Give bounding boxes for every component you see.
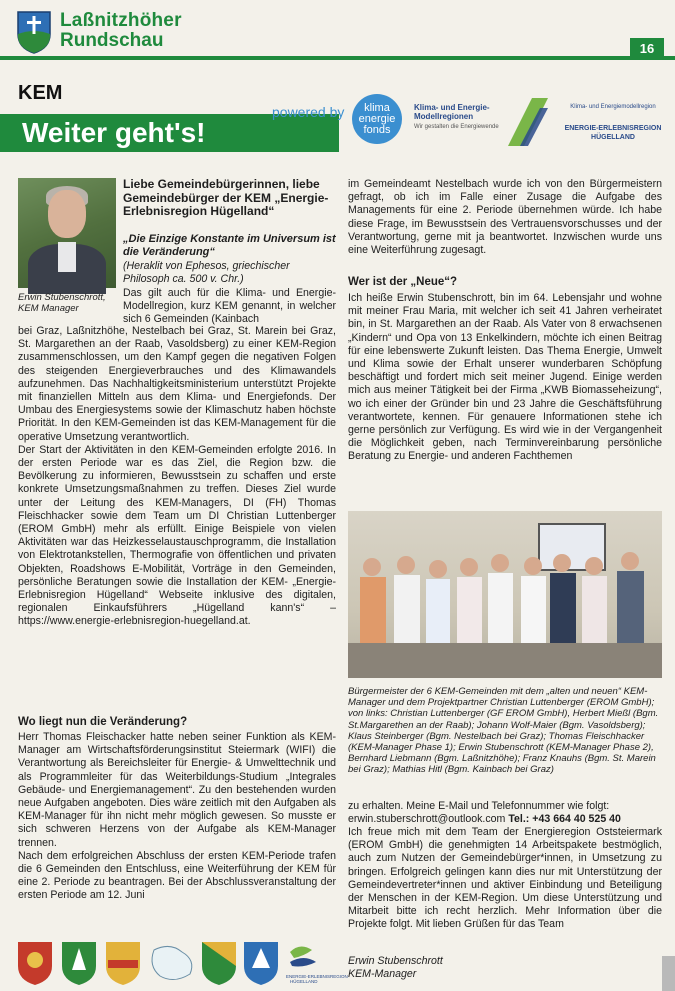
- paragraph: Nach dem erfolgreichen Abschluss der ersten KEM-Periode trafen die 6 Gemeinden den Entschluss, eine Weiterführung der KEM für eine 2. Periode zu beantragen. Bei der Abschlussveranstaltung der ersten Periode am 12. Juni: [18, 849, 336, 902]
- crest-vasoldsberg-icon: [244, 942, 278, 985]
- scrollbar-thumb[interactable]: [662, 956, 675, 991]
- greeting: Liebe Gemeindebürgerinnen, liebe Gemeindebürger der KEM „Energie-Erlebnisregion Hügelland“: [123, 177, 329, 218]
- column2-text-a: im Gemeindeamt Nestelbach wurde ich von den Bürgermeistern gefragt, ob ich im Falle einer Zusage die Aufgabe des Managements für eine 2. Periode übernehmen würde. Ich habe diese Frage, im Bewusstsein des Vertrauensvorschusses und der Verantwortung, gerne mit ja beantwortet. Inzwischen wurde uns eine Weiterführung zugesagt.: [348, 178, 662, 257]
- kf-line1: klima: [364, 102, 390, 114]
- article-title: Weiter geht's!: [22, 117, 206, 148]
- group-photo: [348, 511, 662, 678]
- eeh-logo-title: [558, 124, 668, 142]
- eeh-small-text2: HÜGELLAND: [290, 979, 318, 984]
- signature-role: KEM-Manager: [348, 968, 417, 980]
- kem-stripe-logo-icon: [508, 98, 548, 146]
- column1-text-a: [18, 325, 336, 629]
- group-photo-caption: Bürgermeister der 6 KEM-Gemeinden mit dem „alten und neuen“ KEM-Manager und dem Projektpartner Christian Luttenberger (EROM GmbH); von links: Christian Luttenberger (GF EROM GmbH), Herbert Mießl (Bgm. St.Margarethen an der Raab); Johann Wolf-Maier (Bgm. Vasoldsberg); Klaus Steinberger (Bgm. Nestelbach bei Graz); Thomas Fleischhacker (KEM-Manager Phase 1); Erwin Stubenschrott (KEM-Manager Phase 2), Bernhard Liebmann (Bgm. Laßnitzhöhe); Franz Knauhs (Bgm. St. Marein bei Graz); Mathias Hitl (Bgm. Kainbach bei Graz): [348, 686, 659, 776]
- paragraph: bei Graz, Laßnitzhöhe, Nestelbach bei Graz, St. Marein bei Graz, St. Margarethen an der Raab, Vasoldsberg) zu einer KEM-Region zusammenschlossen, um den Kampf gegen die negativen Folgen des steigenden Energieverbrauches und des Klimawandels aufzunehmen. Das Nachhaltigkeitsministerium unterstützt Projekte mit finanziellen Mitteln aus dem Klima- und Energiefonds. Der Umbau des Energiesystems sowie der Klimaschutz haben höchste Priorität. In den KEM-Gemeinden ist das KEM-Management für die operative Umsetzung verantwortlich.: [18, 325, 336, 443]
- column1-text-b: [18, 731, 336, 903]
- eeh-small-logo-icon: [290, 946, 316, 966]
- crest-kainbach-icon: [18, 942, 52, 985]
- quote-source: (Heraklit von Ephesos, griechischer Philosoph ca. 500 v. Chr.): [123, 260, 290, 286]
- page-number: 16: [630, 38, 664, 60]
- klima-energie-fonds-logo: [352, 94, 402, 144]
- kem-logo-line1: Klima- und Energie-: [414, 103, 490, 112]
- powered-by-label: powered by: [272, 104, 345, 120]
- contact-email[interactable]: erwin.stuberschrott@outlook.com: [348, 813, 506, 825]
- kem-logo-line2: Modellregionen: [414, 112, 474, 121]
- column2-text-b: Ich heiße Erwin Stubenschrott, bin im 64. Lebensjahr und wohne mit meiner Frau Maria, mit welcher ich seit 41 Jahren verheiratet bin, in St. Margarethen an der Raab. Als Vater von 8 erwachsenen „Kindern“ und Opa von 13 Enkelkindern, möchte ich einen Beitrag für eine lebenswerte Zukunft leisten. Das Thema Energie, Umwelt und Klima sowie der Erhalt unserer wunderbaren Schöpfung beschäftigt und fordert mich seit meiner Jugend. Einige werden mich aus meiner Tätigkeit bei der Firma „KWB Biomasseheizung“, wo ich einer der Gründer bin und 23 Jahre die Geschäftsführung verantwortete, kennen. Für genauere Informationen stehe ich gerne persönlich zur Verfügung. Es wird wie in der Vergangenheit die Möglichkeit geben, nach Terminvereinbarung persönliche Beratung zu Energie- und anderen Fachthemen: [348, 292, 662, 463]
- crest-st-marein-icon: [202, 942, 236, 985]
- section-label: KEM: [18, 82, 63, 104]
- signature-name: Erwin Stubenschrott: [348, 955, 443, 967]
- crest-lassnitzhoehe-icon: [62, 942, 96, 985]
- paragraph: Der Start der Aktivitäten in den KEM-Gemeinden erfolgte 2016. In der ersten Periode war es das Ziel, die Region bzw. die Bevölkerung zu informieren, Bewusstsein zu schaffen und erste konkrete Umsetzungsmaßnahmen zu treffen. Dieses Ziel wurde unter der Leitung des KEM-Managers, DI (FH) Thomas Fleischhacker sowie dem Team um DI Christian Luttenberger (EROM GmbH) mehr als erfüllt. Einige Beispiele von vielen Aktivitäten war das Heizkesselaustauschprogramm, die Installation von Elektrotankstellen, Thermografie von öffentlichen und privaten Objekten, Roadshows E-Mobilität, Vorträge in den Gemeinden, persönliche Beratungen sowie die Installation der KEM- „Energie-Erlebnisregion Hügelland“ Webseite inklusive des digitalen, regionalen Einkaufsführers „Hügelland kann's“ – https://www.energie-erlebnisregion-huegelland.at.: [18, 443, 336, 628]
- author-caption: Erwin Stubenschrott, KEM Manager: [18, 292, 106, 314]
- contact-line: [348, 813, 662, 826]
- heading-new: Wer ist der „Neue“?: [348, 276, 458, 288]
- kf-line3: fonds: [363, 124, 391, 136]
- paragraph: Herr Thomas Fleischacker hatte neben seiner Funktion als KEM-Manager am Wirtschaftsförderungsinstitut Steiermark (WIFI) die Verantwortung als Bereichsleiter für Energie- & Umwelttechnik und als Programmleiter für das Weiterbildungs-Studium „Integrales Gebäude- und Energiemanagement“. Zu den bestehenden wurden neue Aufgaben angeboten. Dies wäre zeitlich mit den Aufgaben als KEM-Manager für ihn nicht mehr möglich gewesen. So musste er sich schweren Herzens von der Aufgabe als KEM-Manager trennen.: [18, 731, 336, 849]
- header-rule: [0, 56, 675, 60]
- column2-text-c: zu erhalten. Meine E-Mail und Telefonnummer wie folgt:: [348, 800, 610, 812]
- heading-change: Wo liegt nun die Veränderung?: [18, 716, 188, 728]
- eeh-small-text1: ENERGIE-ERLEBNISREGION: [286, 974, 348, 979]
- municipality-crest-icon: [16, 10, 52, 54]
- intro-paragraph: Das gilt auch für die Klima- und Energie-Modellregion, kurz KEM genannt, in welcher sich 6 Gemeinden (Kainbach: [123, 287, 336, 326]
- eeh-logo-line2: ENERGIE-ERLEBNISREGION: [564, 125, 662, 132]
- kem-logo-text: [414, 103, 514, 121]
- municipality-crests-row: [14, 940, 348, 986]
- region-map-icon: [152, 946, 192, 979]
- magazine-title-line1: Laßnitzhöher: [60, 10, 182, 31]
- kf-line2: energie: [358, 113, 396, 125]
- crest-nestelbach-icon: [106, 942, 140, 985]
- author-portrait: [18, 178, 116, 288]
- magazine-title-line2: Rundschau: [60, 30, 164, 51]
- kem-logo-tagline: Wir gestalten die Energiewende: [414, 124, 499, 130]
- column2-text-d: Ich freue mich mit dem Team der Energieregion Oststeiermark (EROM GmbH) die genehmigten 14 Arbeitspakete bestmöglich, auch zum Nutzen der Gemeindebürger*innen, in Umsetzung zu bringen. Erfolgreich gelingen kann dies nur mit Unterstützung der Gemeindevertreter*innen und aktiver Einbindung und Beteiligung der Menschen in der KEM-Region. Um diese Unterstützung und Mitarbeit bitte ich recht herzlich. Mehr Information über die Projekte folgt. Mit lieben Grüßen für das Team: [348, 826, 662, 931]
- eeh-logo-line3: HÜGELLAND: [591, 134, 635, 141]
- quote: „Die Einzige Konstante im Universum ist die Veränderung“: [123, 233, 336, 258]
- contact-phone[interactable]: +43 664 40 525 40: [532, 813, 621, 825]
- contact-tel-label: Tel.:: [508, 813, 530, 825]
- eeh-logo-line1: Klima- und Energiemodellregion: [570, 104, 656, 110]
